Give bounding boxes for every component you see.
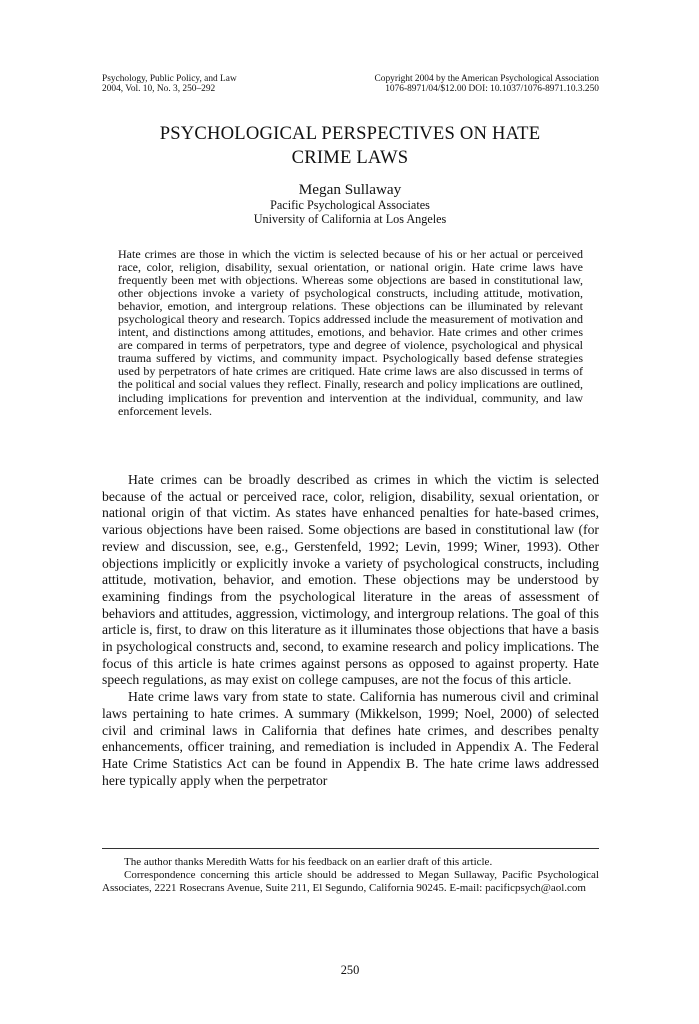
affiliation-line-2: University of California at Los Angeles: [253, 211, 447, 226]
page-number: 250: [340, 963, 360, 977]
abstract: [118, 248, 583, 418]
footnotes: [102, 856, 599, 895]
article-title: [100, 122, 600, 170]
body-paragraph-1: Hate crimes can be broadly described as crimes in which the victim is selected because of the actual or perceived race, color, religion, disability, sexual orientation, or national origin of that victim. As states have enhanced penalties for hate-based crimes, various objections have been raised. Some objections are based in constitutional law (for review and discussion, see, e.g., Gerstenfeld, 1992; Levin, 1999; Winer, 1993). Other objections implicitly or explicitly invoke a variety of psychological constructs, including attitude, motivation, behavior, and emotion. These objections may be understood by examining findings from the psychological literature in the areas of assessment of behaviors and attitudes, aggression, victimology, and intergroup relations. The goal of this article is, first, to draw on this literature as it illuminates those objections that have a basis in psychological constructs and, second, to examine research and policy implications. The focus of this article is hate crimes against persons as opposed to against property. Hate speech regulations, as may exist on college campuses, are not the focus of this article.: [102, 472, 599, 688]
journal-name: Psychology, Public Policy, and Law: [102, 74, 237, 84]
copyright-line: Copyright 2004 by the American Psychological Association: [374, 74, 599, 84]
article-body: [102, 472, 599, 789]
abstract-text: Hate crimes are those in which the victim is selected because of his or her actual or perceived race, color, religion, disability, sexual orientation, or national origin. Hate crime laws have frequently been met with objections. Whereas some objections are based in constitutional law, other objections invoke a variety of psychological constructs, including attitude, motivation, behavior, emotion, and intergroup relations. These objections can be illuminated by relevant psychological theory and research. Topics addressed include the measurement of motivation and intent, and distinctions among attitudes, emotions, and behavior. Hate crimes and other crimes are compared in terms of perpetrators, type and degree of violence, psychological and physical trauma suffered by victims, and community impact. Psychologically based defense strategies used by perpetrators of hate crimes are critiqued. Hate crime laws are also discussed in terms of the political and social values they reflect. Finally, research and policy implications are outlined, including implications for prevention and intervention at the individual, community, and law enforcement levels.: [118, 247, 583, 418]
author-name: Megan Sullaway: [298, 181, 402, 198]
doi-line: 1076-8971/04/$12.00 DOI: 10.1037/1076-8971.10.3.250: [385, 83, 599, 94]
journal-volume: 2004, Vol. 10, No. 3, 250–292: [102, 83, 216, 94]
footnote-divider: [102, 848, 599, 849]
author-affiliation: [100, 199, 600, 226]
title-line-2: CRIME LAWS: [291, 147, 409, 168]
affiliation-line-1: Pacific Psychological Associates: [270, 198, 430, 212]
footnote-acknowledgment: The author thanks Meredith Watts for his feedback on an earlier draft of this article.: [124, 856, 493, 868]
body-paragraph-2: Hate crime laws vary from state to state. California has numerous civil and criminal laws pertaining to hate crimes. A summary (Mikkelson, 1999; Noel, 2000) of selected civil and criminal laws in California that defines hate crimes, and describes penalty enhancements, officer training, and remediation is included in Appendix A. The Federal Hate Crime Statistics Act can be found in Appendix B. The hate crime laws addressed here typically apply when the perpetrator: [102, 689, 599, 788]
title-line-1: PSYCHOLOGICAL PERSPECTIVES ON HATE: [159, 123, 541, 144]
footnote-correspondence: Correspondence concerning this article should be addressed to Megan Sullaway, Pacific Psychological Associates, 2221 Rosecrans Avenue, Suite 211, El Segundo, California 90245. E-mail: pacificpsych@aol.com: [102, 869, 599, 894]
copyright-notice: [239, 75, 599, 94]
